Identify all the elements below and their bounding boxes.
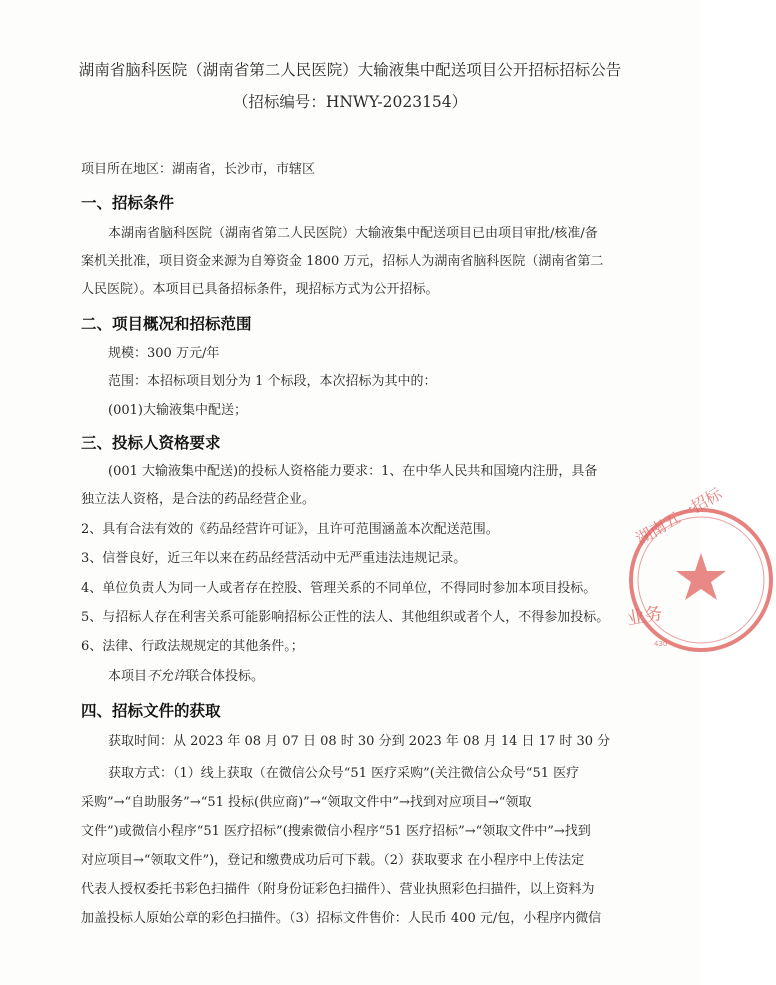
paragraph-line: (001 大输液集中配送)的投标人资格能力要求：1、在中华人民共和国境内注册，具备 [108, 464, 598, 479]
paragraph-line: 对应项目→“领取文件”)，登记和缴费成功后可下载。（2）获取要求 在小程序中上传法定 [81, 853, 585, 868]
paragraph-line: 采购”→“自助服务”→“51 投标(供应商)”→“领取文件中”→找到对应项目→“领取 [81, 795, 532, 810]
paragraph-line: 5、与招标人存在利害关系可能影响招标公正性的法人、其他组织或者个人，不得参加投标。 [81, 610, 610, 625]
section-heading-bidding-conditions: 一、招标条件 [81, 194, 175, 212]
company-seal-stamp [625, 484, 776, 655]
seal-number: 430 [654, 640, 668, 648]
paragraph-line: 人民医院）。本项目已具备招标条件，现招标方式为公开招标。 [81, 282, 439, 297]
section-heading-project-overview: 二、项目概况和招标范围 [81, 315, 252, 333]
consortium-not-allowed: 不允许 [147, 669, 187, 684]
paragraph-line: 3、信誉良好，近三年以来在药品经营活动中无严重违法违规记录。 [81, 551, 467, 566]
paragraph-line: 获取方式：（1）线上获取（在微信公众号“51 医疗采购”(关注微信公众号“51 医疗 [108, 766, 580, 781]
paragraph-line: (001)大输液集中配送； [108, 403, 247, 418]
project-region: 项目所在地区：湖南省，长沙市，市辖区 [81, 162, 316, 177]
section-heading-bidder-qualifications: 三、投标人资格要求 [81, 434, 221, 452]
paragraph-line: 加盖投标人原始公章的彩色扫描件。（3）招标文件售价：人民币 400 元/包，小程序内微信 [81, 911, 602, 926]
paragraph-line: 代表人授权委托书彩色扫描件（附身份证彩色扫描件）、营业执照彩色扫描件，以上资料为 [81, 882, 595, 897]
paragraph-line: 案机关批准，项目资金来源为自筹资金 1800 万元，招标人为湖南省脑科医院（湖南省第二 [81, 254, 604, 269]
consortium-suffix: 联合体投标。 [186, 669, 265, 684]
paragraph-line: 2、具有合法有效的《药品经营许可证》，且许可范围涵盖本次配送范围。 [81, 522, 499, 537]
paragraph-line: 规模：300 万元/年 [108, 346, 220, 361]
seal-text-top: 湖南五一招标 [632, 484, 726, 549]
consortium-prefix: 本项目 [108, 669, 148, 684]
tender-number: （招标编号：HNWY-2023154） [232, 93, 468, 111]
star-icon [676, 553, 726, 600]
seal-text-side: 业务 [625, 602, 665, 630]
document-title: 湖南省脑科医院（湖南省第二人民医院）大输液集中配送项目公开招标招标公告 [78, 61, 622, 79]
paragraph-line: 获取时间：从 2023 年 08 月 07 日 08 时 30 分到 2023 年 08 月 14 日 17 时 30 分 [108, 734, 611, 749]
paragraph-line: 文件”)或微信小程序“51 医疗招标”(搜索微信小程序“51 医疗招标”→“领取文件中”→找到 [81, 824, 591, 839]
paragraph-line: 本湖南省脑科医院（湖南省第二人民医院）大输液集中配送项目已由项目审批/核准/备 [108, 226, 598, 241]
paragraph-line: 4、单位负责人为同一人或者存在控股、管理关系的不同单位，不得同时参加本项目投标。 [81, 581, 597, 596]
paragraph-line: 独立法人资格，是合法的药品经营企业。 [81, 492, 316, 507]
consortium-line [108, 668, 264, 686]
paragraph-line: 范围：本招标项目划分为 1 个标段，本次招标为其中的： [108, 374, 437, 389]
paragraph-line: 6、法律、行政法规规定的其他条件。； [81, 639, 304, 654]
section-heading-obtain-documents: 四、招标文件的获取 [81, 702, 221, 720]
